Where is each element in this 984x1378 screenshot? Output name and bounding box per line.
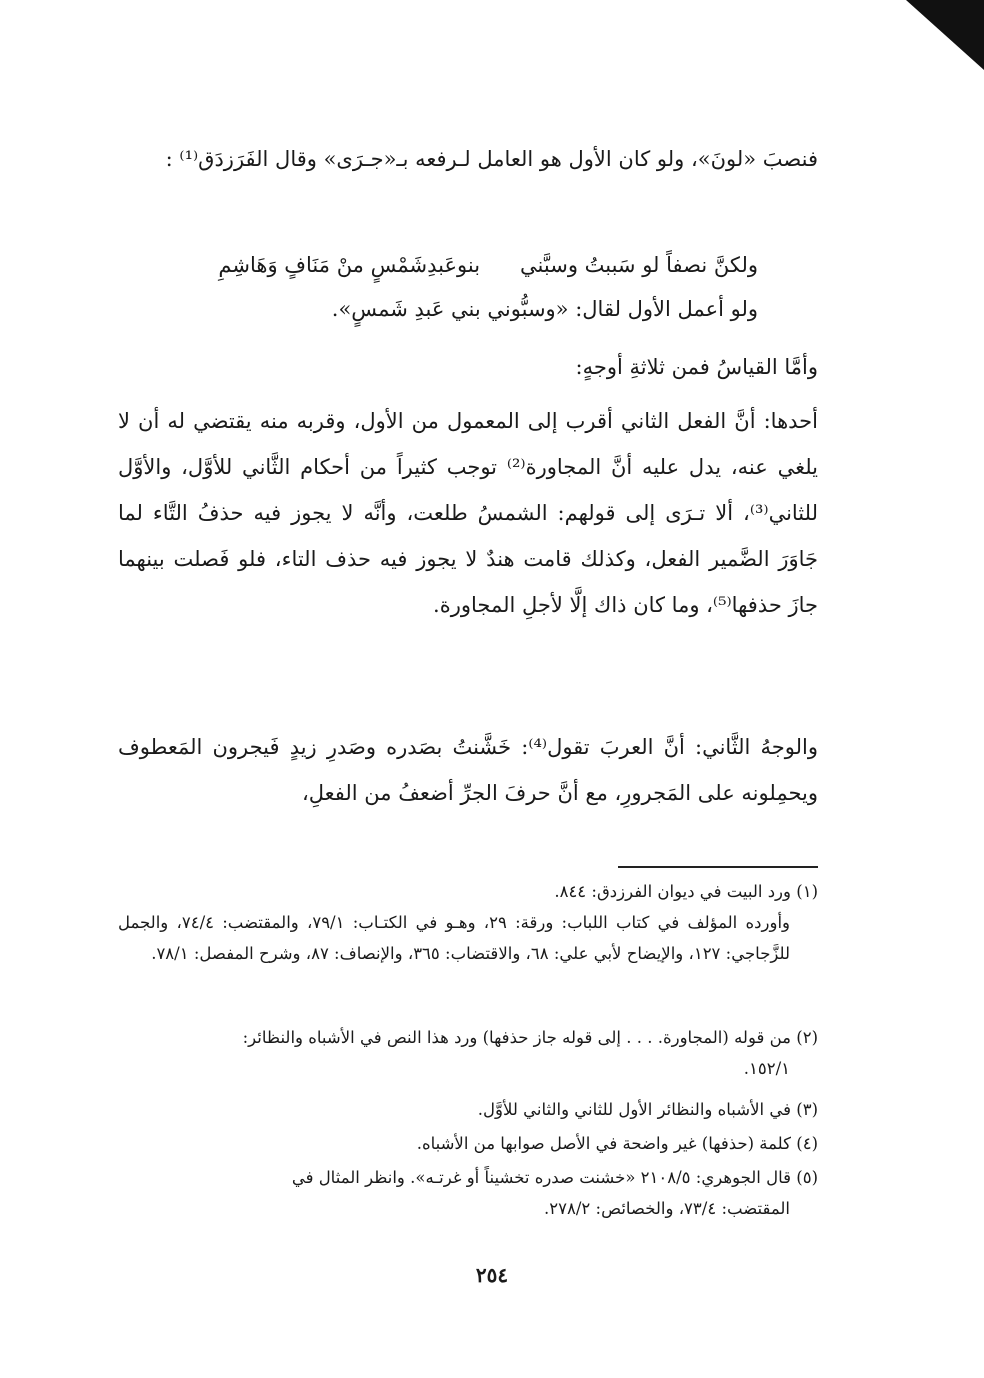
footnote-5-ref: المقتضب: ٧٣/٤، والخصائص: ٢٧٨/٢.	[544, 1199, 790, 1218]
footnote-5-main: (٥) قال الجوهري: ٢١٠٨/٥ «خشنت صدره تخشيناً أو غرتـه». وانظر المثال في	[291, 1168, 818, 1187]
footnote-1-sources: وأورده المؤلف في كتاب اللباب: ورقة: ٢٩، وهـو في الكتـاب: ٧٩/١، والمقتضب: ٧٤/٤، والجمل للزَّجاجي: ١٢٧، والإيضاح لأبي علي: ٦٨، والاقتضاب: ٣٦٥، والإنصاف: ٨٧، وشرح المفصل: ٧٨/١.	[118, 913, 790, 963]
paragraph-analogy-heading: وأمَّا القياسُ فمن ثلاثةِ أوجهٍ:	[575, 355, 818, 379]
footnote-2	[118, 1022, 818, 1084]
paragraph-first-aspect: أحدها: أنَّ الفعل الثاني أقرب إلى المعمول من الأول، وقربه منه يقتضي له أن لا يلغي عنه، يدل عليه أنَّ المجاورة⁽²⁾ توجب كثيراً من أحكام الثَّاني للأوَّل، والأوَّل للثاني⁽³⁾، ألا تـرَى إلى قولهم: الشمسُ طلعت، وأنَّه لا يجوز فيه حذفُ التَّاء لما جَاوَرَ الضَّمير الفعل، وكذلك قامت هندٌ لا يجوز فيه حذف التاء، فلو فَصلت بينهما جازَ حذفها⁽⁵⁾، وما كان ذاك إلَّا لأجلِ المجاورة.	[118, 409, 819, 617]
page-number: ٢٥٤	[475, 1263, 509, 1287]
footnote-3: (٣) في الأشباه والنظائر الأول للثاني والثاني للأوَّل.	[477, 1100, 818, 1119]
verse-first-hemistich: ولكنَّ نصفاً لو سَببتُ وسبَّني	[520, 253, 758, 277]
footnote-2-main: (٢) من قوله (المجاورة. . . . إلى قوله جاز حذفها) ورد هذا النص في الأشباه والنظائر:	[242, 1028, 818, 1047]
footnote-2-ref: ١٥٢/١.	[743, 1059, 790, 1078]
paragraph-intro: فنصبَ «لونَ»، ولو كان الأول هو العامل لـرفعه بـ«جـرَى» وقال الفَرَزدَق⁽¹⁾ :	[165, 147, 818, 171]
footnote-4: (٤) كلمة (حذفها) غير واضحة في الأصل صوابها من الأشباه.	[416, 1134, 818, 1153]
footnote-1-main: (١) ورد البيت في ديوان الفرزدق: ٨٤٤.	[554, 882, 818, 901]
paragraph-if-first-used: ولو أعمل الأول لقال: «وسبُّوني بني عَبدِ شَمسٍ».	[331, 297, 758, 321]
footnote-1	[118, 876, 818, 969]
poetry-verse	[118, 242, 758, 288]
paragraph-second-aspect: والوجهُ الثَّاني: أنَّ العربَ تقول⁽⁴⁾: خَشَّنتُ بصَدره وصَدرِ زيدٍ فَيجرون المَعطوف ويحمِلونه على المَجرورِ، مع أنَّ حرفَ الجرِّ أضعفُ من الفعلِ،	[118, 735, 818, 805]
footnote-5	[118, 1162, 818, 1224]
footnote-separator	[618, 866, 818, 868]
verse-second-hemistich: بنوعَبدِشَمْسٍ منْ مَنَافٍ وَهَاشِمِ	[218, 253, 481, 277]
page-corner-mark	[906, 0, 984, 70]
